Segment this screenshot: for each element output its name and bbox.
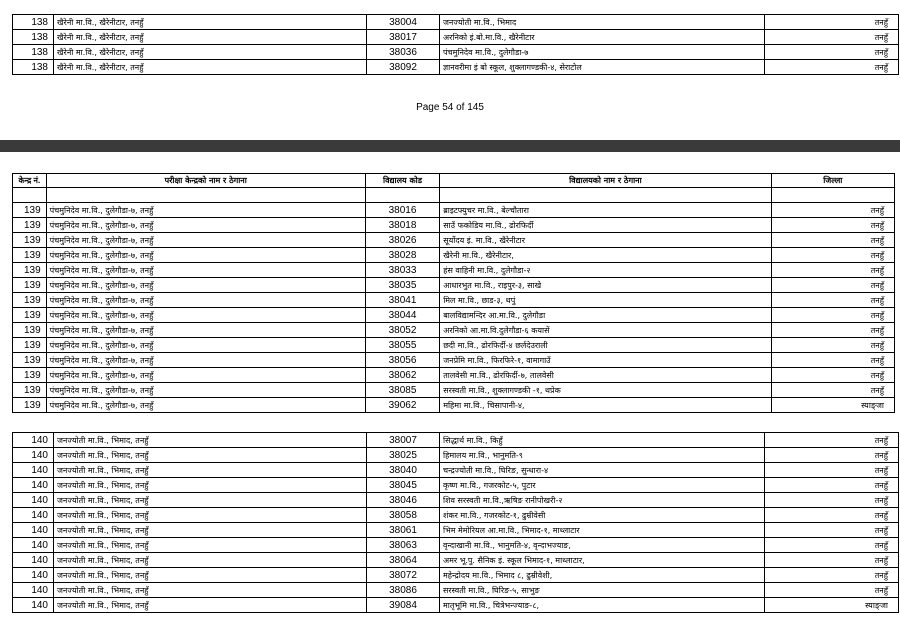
center-name: पंचमुनिदेव मा.वि., दुलेगौडा-७, तनहुँ	[46, 353, 365, 368]
center-name: जनज्योती मा.वि., भिमाद, तनहुँ	[54, 478, 367, 493]
table-row	[13, 218, 895, 233]
header-center-name: परीक्षा केन्द्रको नाम र ठेगाना	[46, 174, 365, 188]
header-row	[13, 174, 895, 188]
center-name: जनज्योती मा.वि., भिमाद, तनहुँ	[54, 523, 367, 538]
district: तनहुँ	[765, 478, 899, 493]
center-number: 139	[13, 218, 47, 233]
center-name: पंचमुनिदेव मा.वि., दुलेगौडा-७, तनहुँ	[46, 338, 365, 353]
center-name: पंचमुनिदेव मा.वि., दुलेगौडा-७, तनहुँ	[46, 263, 365, 278]
school-name: छदी मा.वि., ढोरफिर्दी-४ छर्लदेउराली	[440, 338, 771, 353]
center-name: जनज्योती मा.वि., भिमाद, तनहुँ	[54, 553, 367, 568]
center-name: खैरेनी मा.वि., खैरेनीटार, तनहुँ	[54, 60, 367, 75]
district: तनहुँ	[765, 448, 899, 463]
school-name: हंस वाहिनी मा.वि., दुलेगौडा-२	[440, 263, 771, 278]
table-row	[13, 45, 899, 60]
school-name: अरनिको इं.बो.मा.वि., खैरेनीटार	[440, 30, 765, 45]
center-number: 139	[13, 398, 47, 413]
school-code: 38044	[365, 308, 439, 323]
center-number: 138	[13, 30, 54, 45]
school-name: महिमा मा.वि., चिसापानी-४,	[440, 398, 771, 413]
district: तनहुँ	[771, 263, 894, 278]
school-name: मातृभूमि मा.वि., चित्रेभन्ज्याङ-८,	[440, 598, 765, 613]
district: तनहुँ	[771, 293, 894, 308]
district: तनहुँ	[765, 60, 899, 75]
center-number: 139	[13, 353, 47, 368]
district: तनहुँ	[765, 30, 899, 45]
table-row	[13, 538, 899, 553]
table-row	[13, 15, 899, 30]
center-name: पंचमुनिदेव मा.वि., दुलेगौडा-७, तनहुँ	[46, 203, 365, 218]
center-number: 140	[13, 448, 54, 463]
header-school-code: विद्यालय कोड	[365, 174, 439, 188]
district: तनहुँ	[765, 433, 899, 448]
district: तनहुँ	[771, 323, 894, 338]
table-row	[13, 248, 895, 263]
table-row	[13, 508, 899, 523]
school-code: 39062	[365, 398, 439, 413]
top-table	[12, 14, 899, 75]
school-code: 38018	[365, 218, 439, 233]
page-number: Page 54 of 145	[416, 102, 484, 113]
school-code: 38052	[365, 323, 439, 338]
table-row	[13, 523, 899, 538]
center-number: 139	[13, 323, 47, 338]
district: तनहुँ	[771, 338, 894, 353]
school-code: 38036	[367, 45, 440, 60]
center-name: पंचमुनिदेव मा.वि., दुलेगौडा-७, तनहुँ	[46, 383, 365, 398]
center-name: जनज्योती मा.वि., भिमाद, तनहुँ	[54, 433, 367, 448]
table-row	[13, 383, 895, 398]
header-district: जिल्ला	[771, 174, 894, 188]
center-number: 140	[13, 508, 54, 523]
school-name: ज्ञानवरीमा इं बो स्कूल, शुक्लागण्डकी-४, सेराटोल	[440, 60, 765, 75]
center-number: 140	[13, 568, 54, 583]
center-number: 139	[13, 383, 47, 398]
table-row	[13, 203, 895, 218]
district: तनहुँ	[765, 45, 899, 60]
school-name: जनप्रेमि मा.वि., फिरफिरे-१, वामागाउँ	[440, 353, 771, 368]
table-row	[13, 568, 899, 583]
center-name: पंचमुनिदेव मा.वि., दुलेगौडा-७, तनहुँ	[46, 293, 365, 308]
table-row	[13, 398, 895, 413]
school-name: सरस्वती मा.वि., घिरिङ-५, साभुङ	[440, 583, 765, 598]
table-row	[13, 598, 899, 613]
center-name: पंचमुनिदेव मा.वि., दुलेगौडा-७, तनहुँ	[46, 368, 365, 383]
table-row	[13, 338, 895, 353]
school-code: 38041	[365, 293, 439, 308]
school-name: शिव सरस्वती मा.वि.,ऋषिङ रानीपोखरी-२	[440, 493, 765, 508]
district: तनहुँ	[771, 368, 894, 383]
center-name: जनज्योती मा.वि., भिमाद, तनहुँ	[54, 583, 367, 598]
school-code: 38061	[367, 523, 440, 538]
school-code: 38062	[365, 368, 439, 383]
district: तनहुँ	[771, 248, 894, 263]
main-table-139	[12, 173, 895, 413]
school-code: 38004	[367, 15, 440, 30]
district: तनहुँ	[765, 493, 899, 508]
school-name: अरनिको आ.मा.वि.दुलेगौडा-६ कयासें	[440, 323, 771, 338]
table-row	[13, 493, 899, 508]
table-row	[13, 353, 895, 368]
school-name: खैरेनी मा.वि., खैरेनीटार,	[440, 248, 771, 263]
center-name: जनज्योती मा.वि., भिमाद, तनहुँ	[54, 493, 367, 508]
school-name: चन्द्रज्योती मा.वि., घिरिङ, सुन्धारा-४	[440, 463, 765, 478]
header-school-name: विद्यालयको नाम र ठेगाना	[440, 174, 771, 188]
school-name: सूर्योदय इं. मा.वि., खैरेनीटार	[440, 233, 771, 248]
school-code: 38056	[365, 353, 439, 368]
school-code: 38063	[367, 538, 440, 553]
center-number: 139	[13, 278, 47, 293]
center-number: 139	[13, 368, 47, 383]
school-code: 38085	[365, 383, 439, 398]
table-row	[13, 448, 899, 463]
center-number: 139	[13, 248, 47, 263]
center-name: पंचमुनिदेव मा.वि., दुलेगौडा-७, तनहुँ	[46, 308, 365, 323]
district: तनहुँ	[765, 463, 899, 478]
center-name: जनज्योती मा.वि., भिमाद, तनहुँ	[54, 538, 367, 553]
school-code: 38033	[365, 263, 439, 278]
district: तनहुँ	[771, 203, 894, 218]
school-name: कृष्ण मा.वि., गजरकोट-५, पुटार	[440, 478, 765, 493]
page-separator	[0, 140, 900, 152]
center-number: 138	[13, 45, 54, 60]
school-name: बालविद्यामन्दिर आ.मा.वि., दुलेगौडा	[440, 308, 771, 323]
school-name: अमर भू.पु. सैनिक इं. स्कूल भिमाद-१, माथ्लाटार,	[440, 553, 765, 568]
center-number: 140	[13, 598, 54, 613]
school-code: 38092	[367, 60, 440, 75]
center-number: 140	[13, 433, 54, 448]
center-number: 139	[13, 338, 47, 353]
center-name: जनज्योती मा.वि., भिमाद, तनहुँ	[54, 598, 367, 613]
center-name: जनज्योती मा.वि., भिमाद, तनहुँ	[54, 448, 367, 463]
table-row	[13, 233, 895, 248]
center-name: पंचमुनिदेव मा.वि., दुलेगौडा-७, तनहुँ	[46, 233, 365, 248]
school-code: 38035	[365, 278, 439, 293]
spacer-row	[13, 188, 895, 203]
center-number: 140	[13, 463, 54, 478]
center-number: 139	[13, 203, 47, 218]
school-name: सिद्धार्थ मा.वि., किहुँ	[440, 433, 765, 448]
center-number: 140	[13, 538, 54, 553]
school-code: 38007	[367, 433, 440, 448]
table-row	[13, 263, 895, 278]
school-code: 39084	[367, 598, 440, 613]
center-name: खैरेनी मा.वि., खैरेनीटार, तनहुँ	[54, 30, 367, 45]
district: स्याङ्जा	[765, 598, 899, 613]
table-row	[13, 308, 895, 323]
center-name: खैरेनी मा.वि., खैरेनीटार, तनहुँ	[54, 15, 367, 30]
center-name: खैरेनी मा.वि., खैरेनीटार, तनहुँ	[54, 45, 367, 60]
school-code: 38040	[367, 463, 440, 478]
center-number: 139	[13, 233, 47, 248]
school-name: भिम मेमोरियल आ.मा.वि., भिमाद-१, माथ्लाटार	[440, 523, 765, 538]
center-number: 140	[13, 478, 54, 493]
school-name: जनज्योती मा.वि., भिमाद	[440, 15, 765, 30]
table-row	[13, 60, 899, 75]
table-row	[13, 278, 895, 293]
district: तनहुँ	[771, 383, 894, 398]
center-number: 138	[13, 15, 54, 30]
school-code: 38046	[367, 493, 440, 508]
district: तनहुँ	[765, 538, 899, 553]
center-number: 140	[13, 553, 54, 568]
center-name: पंचमुनिदेव मा.वि., दुलेगौडा-७, तनहुँ	[46, 323, 365, 338]
district: तनहुँ	[765, 553, 899, 568]
table-row	[13, 478, 899, 493]
district: तनहुँ	[765, 523, 899, 538]
school-code: 38064	[367, 553, 440, 568]
school-name: साउँ फकोडिय मा.वि., ढोरफिर्दी	[440, 218, 771, 233]
center-number: 138	[13, 60, 54, 75]
school-name: शंकर मा.वि., गजरकोट-१, ढुम्रीवेसी	[440, 508, 765, 523]
school-code: 38055	[365, 338, 439, 353]
school-name: पंचमुनिदेव मा.वि., दुलेगौडा-७	[440, 45, 765, 60]
center-number: 139	[13, 308, 47, 323]
center-name: जनज्योती मा.वि., भिमाद, तनहुँ	[54, 568, 367, 583]
school-code: 38026	[365, 233, 439, 248]
table-row	[13, 368, 895, 383]
center-number: 140	[13, 523, 54, 538]
school-name: ब्राइटफ्युचर मा.वि., बेल्चौतारा	[440, 203, 771, 218]
district: तनहुँ	[771, 218, 894, 233]
table-row	[13, 463, 899, 478]
table-row	[13, 323, 895, 338]
table-row	[13, 293, 895, 308]
table-row	[13, 433, 899, 448]
center-name: पंचमुनिदेव मा.वि., दुलेगौडा-७, तनहुँ	[46, 248, 365, 263]
school-code: 38045	[367, 478, 440, 493]
center-name: पंचमुनिदेव मा.वि., दुलेगौडा-७, तनहुँ	[46, 278, 365, 293]
school-code: 38025	[367, 448, 440, 463]
school-code: 38058	[367, 508, 440, 523]
school-name: आधारभुत मा.वि., राइपुर-३, साखे	[440, 278, 771, 293]
district: तनहुँ	[771, 278, 894, 293]
school-code: 38086	[367, 583, 440, 598]
school-name: महेन्द्रोदय मा.वि., भिमाद ८, ढुम्रीवेशी,	[440, 568, 765, 583]
district: तनहुँ	[771, 353, 894, 368]
school-name: तालवेसी मा.वि., ढोरफिर्दी-७, तालवेसी	[440, 368, 771, 383]
table-row	[13, 553, 899, 568]
center-number: 139	[13, 263, 47, 278]
school-code: 38016	[365, 203, 439, 218]
center-number: 140	[13, 493, 54, 508]
center-name: जनज्योती मा.वि., भिमाद, तनहुँ	[54, 463, 367, 478]
school-code: 38028	[365, 248, 439, 263]
district: तनहुँ	[771, 308, 894, 323]
center-name: पंचमुनिदेव मा.वि., दुलेगौडा-७, तनहुँ	[46, 218, 365, 233]
center-name: पंचमुनिदेव मा.वि., दुलेगौडा-७, तनहुँ	[46, 398, 365, 413]
school-name: हिमालय मा.वि., भानुमति-९	[440, 448, 765, 463]
school-name: सरस्वती मा.वि., शुक्लागण्डकी -१, थप्रेक	[440, 383, 771, 398]
district: तनहुँ	[765, 568, 899, 583]
district: तनहुँ	[765, 583, 899, 598]
district: तनहुँ	[771, 233, 894, 248]
header-center-no: केन्द्र नं.	[13, 174, 47, 188]
school-name: मिल मा.वि., छाड-३, थपुं	[440, 293, 771, 308]
school-code: 38017	[367, 30, 440, 45]
center-number: 140	[13, 583, 54, 598]
center-name: जनज्योती मा.वि., भिमाद, तनहुँ	[54, 508, 367, 523]
table-row	[13, 30, 899, 45]
center-number: 139	[13, 293, 47, 308]
district: तनहुँ	[765, 15, 899, 30]
table-row	[13, 583, 899, 598]
district: स्याङ्जा	[771, 398, 894, 413]
main-table-140	[12, 432, 899, 613]
school-code: 38072	[367, 568, 440, 583]
district: तनहुँ	[765, 508, 899, 523]
school-name: वृन्दाखानी मा.वि., भानुमति-४, वृन्दाभज्याङ,	[440, 538, 765, 553]
